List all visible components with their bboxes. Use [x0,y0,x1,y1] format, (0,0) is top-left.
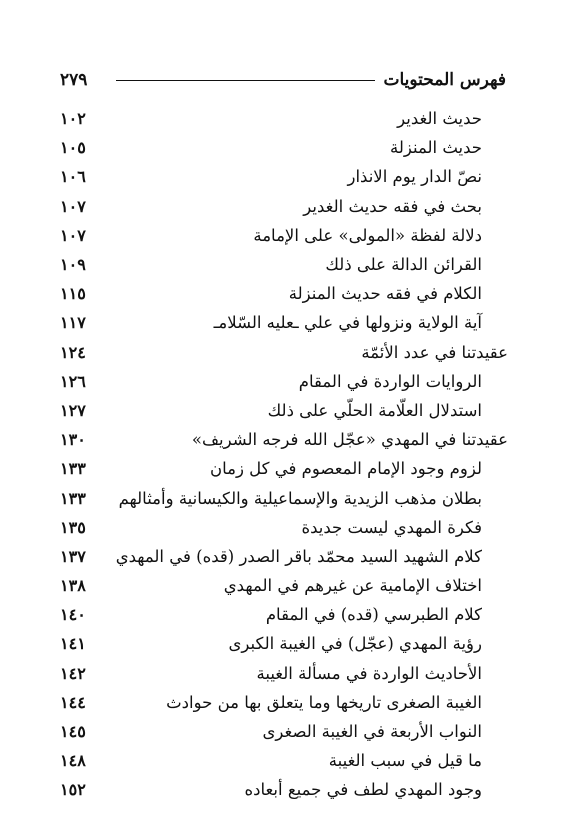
toc-entry-page: ١٤٨ [60,751,86,771]
toc-entry-page: ١٤٤ [60,692,86,712]
toc-entry-title: عقيدتنا في عدد الأئمّة [361,342,508,362]
toc-entry [60,425,508,454]
header-page-number: ٢٧٩ [60,70,88,90]
toc-entry-page: ١٠٢ [60,109,86,129]
toc-entry-page: ١٠٧ [60,225,86,245]
header-title: فهرس المحتويات [383,70,506,90]
toc-entry [60,454,508,483]
toc-entry-title: كلام الطبرسي (قده) في المقام [265,605,482,625]
toc-entry-title: القرائن الدالة على ذلك [325,255,482,275]
toc-entry-title: الروايات الواردة في المقام [298,371,482,391]
toc-entry-title: عقيدتنا في المهدي «عجّل الله فرجه الشريف» [191,430,508,450]
toc-entry [60,367,508,396]
toc-entry-title: نصّ الدار يوم الانذار [347,167,482,187]
toc-entry [60,338,508,367]
toc-entry-title: استدلال العلّامة الحلّي على ذلك [267,400,482,420]
toc-entry-page: ١٤٠ [60,605,86,625]
toc-entry-title: بحث في فقه حديث الغدير [303,196,482,216]
toc-entry [60,717,508,746]
toc-entry [60,513,508,542]
header-rule [116,80,375,81]
toc-entry-page: ١٠٦ [60,167,86,187]
toc-entry-title: كلام الشهيد السيد محمّد باقر الصدر (قده) في المهدي [115,546,482,566]
toc-entry-title: النواب الأربعة في الغيبة الصغرى [262,722,482,742]
toc-entry [60,104,508,133]
toc-entry-page: ١٠٩ [60,255,86,275]
toc-entry-page: ١٥٢ [60,780,86,800]
toc-entry-page: ١٠٥ [60,138,86,158]
toc-entry-page: ١٣٥ [60,517,86,537]
toc-entry-title: حديث الغدير [397,109,482,129]
toc-entry-page: ١٣٧ [60,546,86,566]
toc-entry-title: رؤية المهدي (عجّل) في الغيبة الكبرى [228,634,482,654]
toc-entry-title: فكرة المهدي ليست جديدة [301,517,482,537]
toc-entry-title: حديث المنزلة [389,138,482,158]
toc-entry-page: ١٠٧ [60,196,86,216]
toc-entry [60,483,508,512]
toc-entry [60,746,508,775]
running-header [60,66,506,94]
toc-entry [60,688,508,717]
toc-entry-page: ١١٧ [60,313,86,333]
toc-entry [60,659,508,688]
toc-entry-page: ١٣٣ [60,488,86,508]
toc-entry-title: اختلاف الإمامية عن غيرهم في المهدي [223,576,482,596]
toc-entry [60,571,508,600]
toc-entry-title: آية الولاية ونزولها في علي ـعليه السّلامـ [213,313,482,333]
toc-entry [60,133,508,162]
toc-entry-page: ١٢٧ [60,400,86,420]
toc-entry-page: ١٤٢ [60,663,86,683]
toc-entry-page: ١٢٦ [60,371,86,391]
toc-entry [60,192,508,221]
toc-entry [60,775,508,804]
toc-entry [60,542,508,571]
toc-entry-title: الكلام في فقه حديث المنزلة [288,284,482,304]
toc-entry-page: ١٢٤ [60,342,86,362]
toc-entry-page: ١٤٥ [60,722,86,742]
toc-entry-title: وجود المهدي لطف في جميع أبعاده [244,780,482,800]
toc-entry [60,279,508,308]
toc-entry-page: ١٣٨ [60,576,86,596]
toc-entry [60,600,508,629]
toc-entry-title: الغيبة الصغرى تاريخها وما يتعلق بها من حوادث [166,692,482,712]
toc-entry-title: بطلان مذهب الزيدية والإسماعيلية والكيسانية وأمثالهم [118,488,482,508]
toc-entry [60,308,508,337]
toc-entry-page: ١١٥ [60,284,86,304]
toc-entry [60,629,508,658]
toc-entry-title: ما قيل في سبب الغيبة [328,751,482,771]
toc-entry [60,250,508,279]
toc-entry-page: ١٣٠ [60,430,86,450]
toc-list [60,104,508,805]
toc-entry [60,396,508,425]
toc-entry-page: ١٣٣ [60,459,86,479]
toc-entry [60,221,508,250]
toc-entry [60,162,508,191]
toc-entry-title: لزوم وجود الإمام المعصوم في كل زمان [209,459,482,479]
toc-entry-page: ١٤١ [60,634,86,654]
toc-entry-title: دلالة لفظة «المولى» على الإمامة [253,225,482,245]
toc-entry-title: الأحاديث الواردة في مسألة الغيبة [256,663,482,683]
